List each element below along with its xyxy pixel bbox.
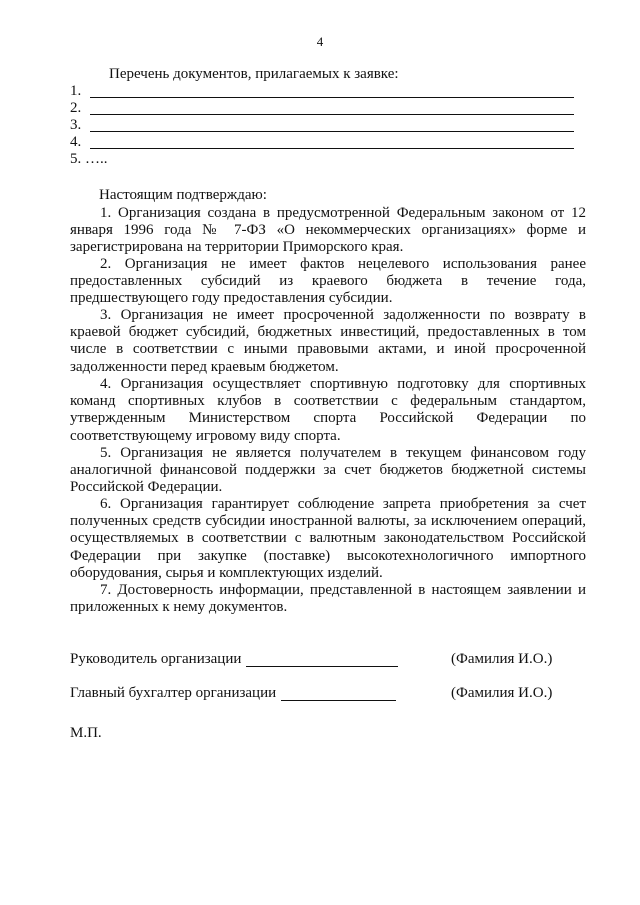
head-signature-label: Руководитель организации xyxy=(70,651,242,667)
accountant-name-placeholder: (Фамилия И.О.) xyxy=(451,685,553,701)
confirmation-clause-7: 7. Достоверность информации, представленной в настоящем заявлении и приложенных к нему документов. xyxy=(70,582,586,616)
blank-line xyxy=(90,114,574,115)
confirmation-clause-2: 2. Организация не имеет фактов нецелевого использования ранее предоставленных субсидий из краевого бюджета в течение года, предшествующего году предоставления субсидии. xyxy=(70,256,586,307)
documents-list-item-number: 1. xyxy=(70,83,82,99)
documents-list-item xyxy=(70,151,108,168)
documents-list-item-number: 4. xyxy=(70,134,82,150)
accountant-signature-line xyxy=(281,700,396,701)
page-number: 4 xyxy=(316,34,324,49)
documents-list-title: Перечень документов, прилагаемых к заявке: xyxy=(109,66,399,82)
documents-list-item xyxy=(70,117,81,134)
confirmation-clause-5: 5. Организация не является получателем в текущем финансовом году аналогичной финансовой поддержки за счет бюджетов бюджетной системы Российской Федерации. xyxy=(70,445,586,496)
head-signature-line xyxy=(246,666,398,667)
head-name-placeholder: (Фамилия И.О.) xyxy=(451,651,553,667)
blank-line xyxy=(90,148,574,149)
documents-list-item xyxy=(70,83,81,100)
documents-list-item-number: 2. xyxy=(70,100,82,116)
confirmation-clause-4: 4. Организация осуществляет спортивную подготовку для спортивных команд спортивных клубов в соответствии с федеральным стандартом, утвержденным Министерством спорта Российской Федерации по соответствующему игровому виду спорта. xyxy=(70,376,586,444)
documents-list-item xyxy=(70,134,81,151)
accountant-signature-label: Главный бухгалтер организации xyxy=(70,685,277,701)
blank-line xyxy=(90,131,574,132)
documents-list-item-number: 5. ….. xyxy=(70,151,108,167)
confirmation-title: Настоящим подтверждаю: xyxy=(99,187,267,203)
confirmation-clause-1: 1. Организация создана в предусмотренной Федеральным законом от 12 января 1996 года № 7-ФЗ «О некоммерческих организациях» форме и зарегистрирована на территории Приморского края. xyxy=(70,205,586,256)
stamp-place: М.П. xyxy=(70,725,102,741)
confirmation-clause-6: 6. Организация гарантирует соблюдение запрета приобретения за счет полученных средств субсидии иностранной валюты, за исключением операций, осуществляемых в соответствии с валютным законодательством Российской Федерации при закупке (поставке) высокотехнологичного импортного оборудования, сырья и комплектующих изделий. xyxy=(70,496,586,581)
documents-list-item xyxy=(70,100,81,117)
confirmation-clause-3: 3. Организация не имеет просроченной задолженности по возврату в краевой бюджет субсидий, бюджетных инвестиций, предоставленных в том числе в соответствии с иными правовыми актами, и иной просроченной задолженности перед краевым бюджетом. xyxy=(70,307,586,375)
documents-list-item-number: 3. xyxy=(70,117,82,133)
blank-line xyxy=(90,97,574,98)
